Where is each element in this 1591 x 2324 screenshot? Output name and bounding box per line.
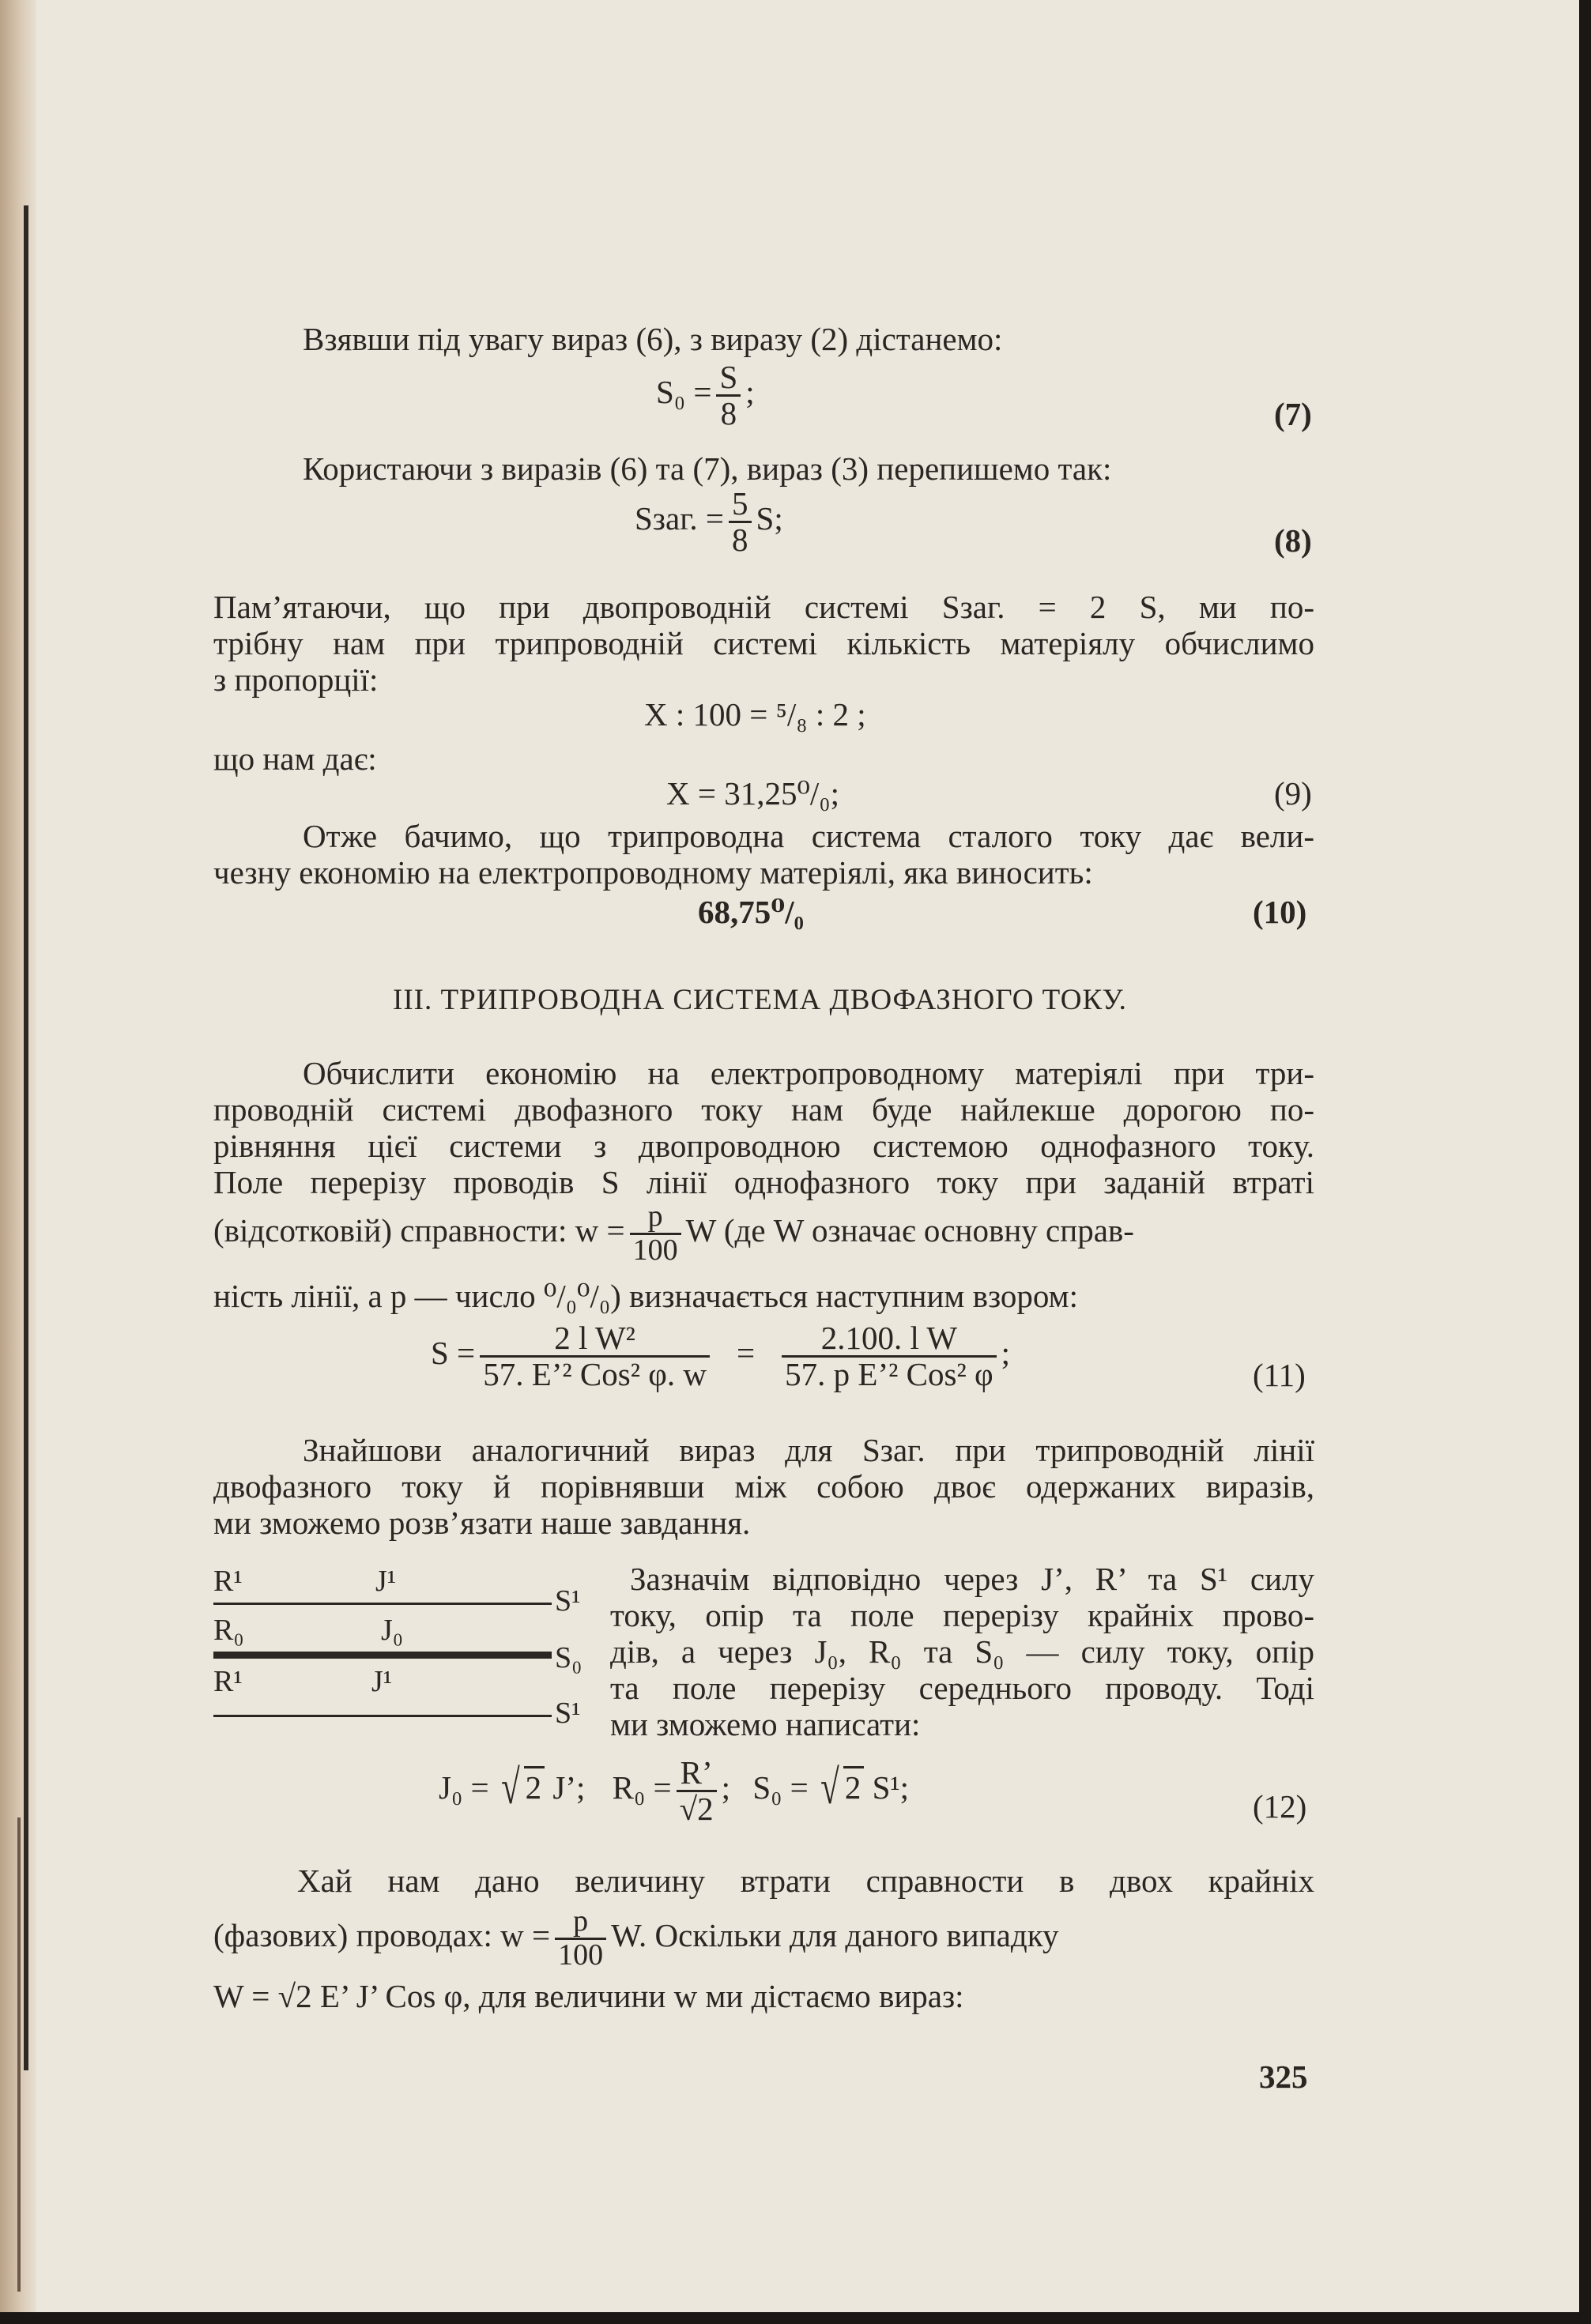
eq8-denominator: 8 bbox=[729, 521, 752, 557]
paragraph-denote-line-4: та поле перерізу середнього проводу. Тоді bbox=[610, 1670, 1314, 1706]
eq11-fraction-2 bbox=[782, 1321, 997, 1392]
frac2-denominator: 100 bbox=[555, 1938, 606, 1972]
eq7-lhs: S₀ = bbox=[656, 373, 712, 410]
eq12-c-tail: S¹; bbox=[872, 1768, 910, 1806]
eq12-b-lhs: R₀ = bbox=[612, 1768, 672, 1806]
equation-10: 68,75⁰/₀ bbox=[698, 894, 804, 930]
line-given-text-a: (фазових) проводах: w = bbox=[213, 1916, 551, 1953]
paragraph-denote-line-2: току, опір та поле перерізу крайніх прово- bbox=[610, 1597, 1314, 1633]
paragraph-analogous-line-1: Знайшови аналогичний вираз для Sзаг. при трипроводній лінії bbox=[303, 1432, 1314, 1468]
equation-10-label: (10) bbox=[1253, 894, 1307, 930]
diagram-row3-mid: J¹ bbox=[371, 1665, 393, 1698]
paragraph-remembering-line-2: трібну нам при трипроводній системі кількість матеріялу обчислимо bbox=[213, 625, 1314, 661]
paragraph-compute-line-6: ність лінії, а p — число ⁰/₀⁰/₀) визначається наступним взором: bbox=[213, 1278, 1078, 1314]
proportion-equation: X : 100 = ⁵/₈ : 2 ; bbox=[644, 696, 866, 733]
diagram-row2-left: R₀ bbox=[213, 1614, 244, 1647]
paragraph-denote-line-1: Зазначім відповідно через J’, R’ та S¹ силу bbox=[630, 1561, 1314, 1597]
eq8-lhs: Sзаг. = bbox=[635, 499, 725, 537]
paragraph-conclusion-line-1: Отже бачимо, що трипроводна система сталого току дає вели- bbox=[303, 818, 1314, 854]
diagram-row3-left: R¹ bbox=[213, 1665, 243, 1698]
eq11-equals: = bbox=[737, 1334, 756, 1371]
eq12-a-lhs: J₀ = bbox=[439, 1768, 489, 1806]
eq12-b-denominator: √2 bbox=[677, 1790, 717, 1826]
line5-text-a: (відсотковій) справности: w = bbox=[213, 1211, 625, 1249]
eq11-numerator-2: 2.100. l W bbox=[820, 1320, 958, 1356]
fraction-p-over-100-2 bbox=[555, 1906, 606, 1972]
diagram-row2-right: S₀ bbox=[555, 1641, 582, 1674]
diagram-row2-mid: J₀ bbox=[381, 1614, 404, 1647]
equation-12 bbox=[439, 1756, 909, 1826]
paragraph-remembering-line-1: Пам’ятаючи, що при двопроводній системі Sзаг. = 2 S, ми по- bbox=[213, 589, 1314, 625]
equation-9: X = 31,25⁰/₀; bbox=[666, 775, 839, 812]
spine-binding-line-lower bbox=[17, 1817, 21, 2292]
paragraph-compute-line-2: проводній системі двофазного току нам буде найлекше дорогою по- bbox=[213, 1091, 1314, 1128]
eq12-a-radicand: 2 bbox=[524, 1766, 545, 1806]
sqrt-icon: √ bbox=[500, 1761, 520, 1815]
eq7-numerator: S bbox=[719, 359, 738, 395]
page-number: 325 bbox=[1259, 2058, 1308, 2095]
equation-12-label: (12) bbox=[1253, 1788, 1307, 1825]
paragraph-gives: що нам дає: bbox=[213, 740, 377, 777]
eq12-a-tail: J’; bbox=[552, 1768, 586, 1806]
paragraph-analogous-line-3: ми зможемо розв’язати наше завдання. bbox=[213, 1505, 751, 1541]
eq11-tail: ; bbox=[1001, 1334, 1011, 1371]
eq12-b-fraction bbox=[677, 1756, 717, 1826]
paragraph-given-line-3: W = √2 E’ J’ Cos φ, для величини w ми дістаємо вираз: bbox=[213, 1978, 964, 2014]
eq11-numerator-1: 2 l W² bbox=[554, 1320, 635, 1356]
equation-9-label: (9) bbox=[1274, 775, 1312, 812]
eq12-b-numerator: R’ bbox=[680, 1754, 713, 1791]
equation-8 bbox=[635, 487, 783, 557]
spine-binding-line bbox=[24, 205, 28, 2070]
sqrt-icon: √ bbox=[820, 1761, 839, 1815]
fraction-p-over-100 bbox=[630, 1201, 681, 1267]
eq12-c-radicand: 2 bbox=[843, 1766, 865, 1806]
paragraph-remembering-line-3: з пропорції: bbox=[213, 661, 379, 698]
section-heading: III. ТРИПРОВОДНА СИСТЕМА ДВОФАЗНОГО ТОКУ. bbox=[393, 984, 1127, 1016]
equation-11 bbox=[431, 1321, 1010, 1392]
paragraph-denote-line-3: дів, а через J₀, R₀ та S₀ — силу току, опір bbox=[610, 1633, 1314, 1670]
line-given-text-b: W. Оскільки для даного випадку bbox=[611, 1916, 1059, 1953]
paragraph-compute-line-1: Обчислити економію на електропроводному матеріялі при три- bbox=[303, 1055, 1314, 1091]
paragraph-analogous-line-2: двофазного току й порівнявши між собою двоє одержаних виразів, bbox=[213, 1468, 1314, 1505]
diagram-row3-right: S¹ bbox=[555, 1697, 581, 1730]
eq11-denominator-2: 57. p E’² Cos² φ bbox=[782, 1355, 997, 1392]
eq7-denominator: 8 bbox=[716, 394, 741, 431]
paragraph-compute-line-3: рівняння цієї системи з двопроводною системою однофазного току. bbox=[213, 1128, 1314, 1164]
eq7-fraction bbox=[716, 360, 741, 431]
paragraph-compute-line-4: Поле перерізу проводів S лінії однофазного току при заданій втраті bbox=[213, 1164, 1314, 1200]
paragraph-given-line-2 bbox=[213, 1906, 1314, 1972]
frac-denominator: 100 bbox=[630, 1233, 681, 1267]
diagram-wire-1 bbox=[213, 1603, 552, 1605]
equation-8-label: (8) bbox=[1274, 522, 1312, 559]
paragraph-intro: Взявши під увагу вираз (6), з виразу (2) дістанемо: bbox=[303, 321, 1003, 357]
paragraph-given-line-1: Хай нам дано величину втрати справности в двох крайніх bbox=[297, 1863, 1314, 1899]
eq8-numerator: 5 bbox=[732, 485, 748, 522]
diagram-wire-3 bbox=[213, 1715, 552, 1717]
paragraph-denote-line-5: ми зможемо написати: bbox=[610, 1706, 921, 1742]
eq12-b-tail: ; bbox=[721, 1768, 731, 1806]
equation-11-label: (11) bbox=[1253, 1357, 1306, 1393]
frac-numerator: p bbox=[647, 1200, 663, 1233]
eq11-denominator-1: 57. E’² Cos² φ. w bbox=[480, 1355, 710, 1392]
paragraph-conclusion-line-2: чезну економію на електропроводному матеріялі, яка виносить: bbox=[213, 854, 1093, 891]
equation-7 bbox=[656, 360, 755, 431]
diagram-row1-right: S¹ bbox=[555, 1584, 581, 1618]
eq11-lhs: S = bbox=[431, 1334, 476, 1371]
eq7-tail: ; bbox=[745, 373, 755, 410]
eq12-c-lhs: S₀ = bbox=[752, 1768, 809, 1806]
frac2-numerator: p bbox=[573, 1904, 589, 1938]
diagram-row1-left: R¹ bbox=[213, 1565, 243, 1598]
line5-text-b: W (де W означає основну справ- bbox=[685, 1211, 1134, 1249]
paragraph-compute-line-5 bbox=[213, 1201, 1134, 1267]
diagram-wire-middle bbox=[213, 1652, 552, 1659]
eq8-fraction bbox=[729, 487, 752, 557]
diagram-row1-mid: J¹ bbox=[375, 1565, 397, 1598]
eq8-tail: S; bbox=[756, 499, 783, 537]
equation-7-label: (7) bbox=[1274, 396, 1312, 432]
eq11-fraction-1 bbox=[480, 1321, 710, 1392]
paragraph-rewrite: Користаючи з виразів (6) та (7), вираз (3) перепишемо так: bbox=[303, 450, 1112, 487]
